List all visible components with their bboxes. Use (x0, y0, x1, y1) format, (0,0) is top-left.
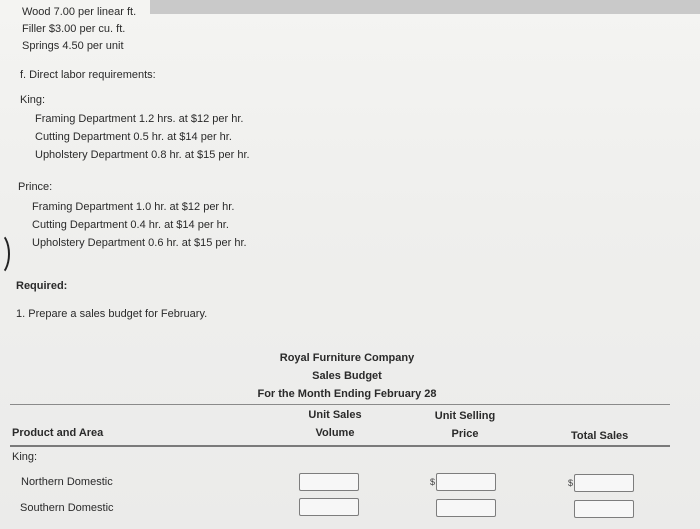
header-rule-bottom (10, 445, 670, 447)
top-bar (150, 0, 700, 14)
required-heading: Required: (16, 280, 68, 292)
col-price-line2: Price (451, 428, 479, 440)
northern-total-input[interactable] (574, 474, 634, 492)
budget-title: Sales Budget (312, 370, 382, 382)
prince-label: Prince: (18, 181, 53, 193)
southern-volume-input[interactable] (299, 498, 359, 516)
material-springs: Springs 4.50 per unit (22, 40, 124, 52)
required-item: 1. Prepare a sales budget for February. (16, 308, 208, 320)
col-product: Product and Area (12, 427, 104, 439)
header-rule-top (10, 404, 670, 405)
prince-cutting: Cutting Department 0.4 hr. at $14 per hr. (32, 219, 229, 231)
king-upholstery: Upholstery Department 0.8 hr. at $15 per hr. (35, 149, 250, 161)
king-label: King: (20, 94, 46, 106)
col-total: Total Sales (571, 430, 629, 442)
row-southern-label: Southern Domestic (20, 502, 114, 514)
col-volume-line2: Volume (315, 427, 355, 439)
material-wood: Wood 7.00 per linear ft. (22, 6, 137, 18)
northern-volume-input[interactable] (299, 473, 359, 491)
company-name: Royal Furniture Company (279, 352, 415, 364)
king-framing: Framing Department 1.2 hrs. at $12 per hr. (35, 113, 244, 125)
col-price-line1: Unit Selling (434, 410, 496, 422)
southern-total-input[interactable] (574, 500, 634, 518)
northern-total-currency: $ (568, 478, 574, 488)
group-king: King: (12, 451, 38, 463)
budget-period: For the Month Ending February 28 (257, 388, 437, 400)
prince-upholstery: Upholstery Department 0.6 hr. at $15 per hr. (32, 237, 247, 249)
col-volume-line1: Unit Sales (308, 409, 362, 421)
row-northern-label: Northern Domestic (21, 476, 113, 488)
prince-framing: Framing Department 1.0 hr. at $12 per hr. (32, 201, 235, 213)
page-curl-mark (0, 232, 10, 276)
material-filler: Filler $3.00 per cu. ft. (22, 23, 126, 35)
labor-heading: f. Direct labor requirements: (20, 69, 156, 81)
northern-price-currency: $ (430, 477, 436, 487)
southern-price-input[interactable] (436, 499, 496, 517)
northern-price-input[interactable] (436, 473, 496, 491)
king-cutting: Cutting Department 0.5 hr. at $14 per hr. (35, 131, 232, 143)
